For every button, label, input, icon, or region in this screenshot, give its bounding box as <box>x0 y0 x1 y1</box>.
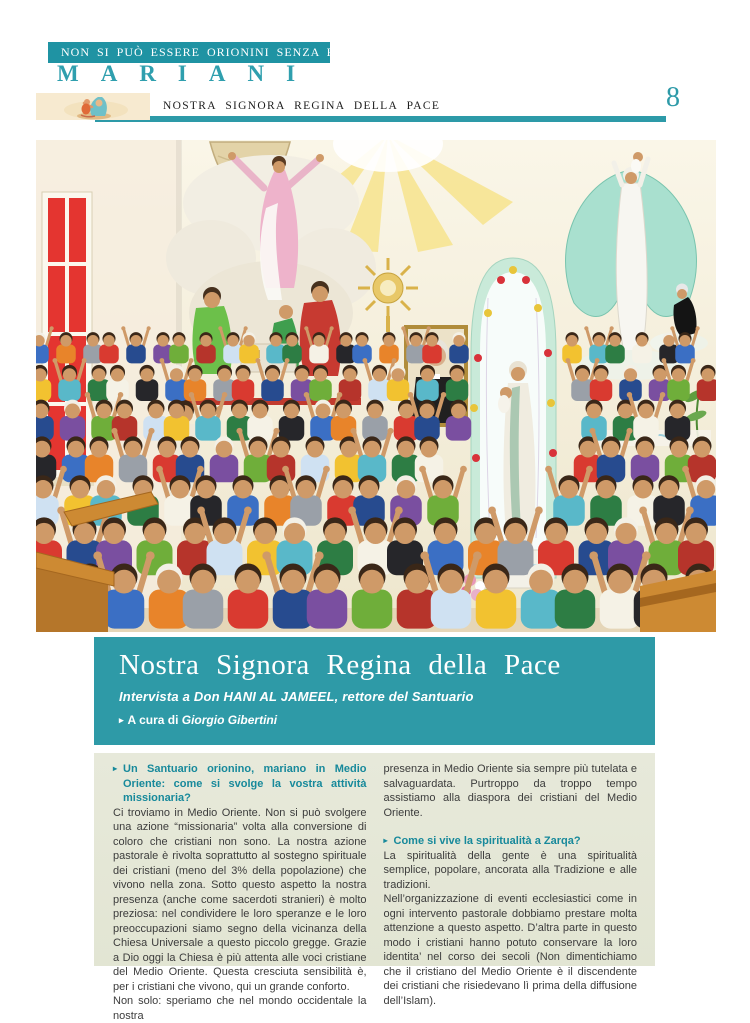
article-body <box>94 753 655 1022</box>
paragraph: Ci troviamo in Medio Oriente. Non si può svolgere una azione “missionaria” volta alla conversione di coloro che cristiani non sono. La nostra azione pastorale è rivolta soprattutto al sostegno spirituale dei cristiani (meno del 3% della popolazione) che vivono nella zona. Sotto questo aspetto la nostra presenza (anche come sacerdoti stranieri) è molto preziosa: nel condividere le loro speranze e le loro preoccupazioni siamo segno della vicinanza della Chiesa Universale a questo piccolo gregge. Grazie a Dio oggi la Chiesa è più attenta alle voci cristiane del Medio Oriente. Questa cresciuta sensibilità è, per i cristiani che vivono, qui un grande conforto. <box>113 806 367 993</box>
article-byline <box>119 713 655 727</box>
question-heading: ▸ Come si vive la spiritualità a Zarqa? <box>383 835 581 847</box>
byline-author: Giorgio Gibertini <box>181 713 278 727</box>
bullet-arrow-icon: ▸ <box>113 764 118 773</box>
article-column-right <box>384 762 638 1023</box>
paragraph: Nell’organizzazione di eventi ecclesiastici come in ogni intervento pastorale dobbiamo prestare molta attenzione a questo aspetto. D’altra parte in questo modo i cristiani hanno potuto conservare la loro identita’ nel corso dei secoli (Non dimentichiamo che il cristiano del Medio Oriente è il discendente dei cristiani che risiedevano lì prima della diffusione dell’Islam). <box>383 893 637 1007</box>
article-title: Nostra Signora Regina della Pace <box>119 649 561 681</box>
madonna-child-watercolor-icon <box>36 93 150 120</box>
page-number: 8 <box>666 82 680 113</box>
article-subtitle: Intervista a Don HANI AL JAMEEL, rettore del Santuario <box>119 689 474 704</box>
church-crowd-photo <box>36 140 716 632</box>
section-title: NOSTRA SIGNORA REGINA DELLA PACE <box>163 100 441 112</box>
bullet-arrow-icon: ▸ <box>119 715 124 725</box>
question-heading: ▸ Un Santuario orionino, mariano in Medio Oriente: come si svolge la vostra attività missionaria? <box>113 763 367 804</box>
bullet-arrow-icon: ▸ <box>383 836 388 845</box>
paragraph: Non solo: speriamo che nel mondo occidentale la nostra <box>113 995 367 1022</box>
byline-prefix: A cura di <box>127 713 182 727</box>
article-title-block <box>94 637 655 745</box>
header-teal-rule <box>95 116 666 122</box>
masthead-title: MARIANI <box>57 61 318 86</box>
paragraph: La spiritualità della gente è una spiritualità semplice, popolare, ancorata alla Tradizione e alle tradizioni. <box>383 849 637 891</box>
masthead-kicker: NON SI PUÒ ESSERE ORIONINI SENZA ESSERE <box>48 42 330 63</box>
article-column-left <box>113 762 367 1023</box>
paragraph: presenza in Medio Oriente sia sempre più tutelata e salvaguardata. Purtroppo da troppo tempo assistiamo alla diaspora dei cristiani del Medio Oriente. <box>383 763 637 819</box>
